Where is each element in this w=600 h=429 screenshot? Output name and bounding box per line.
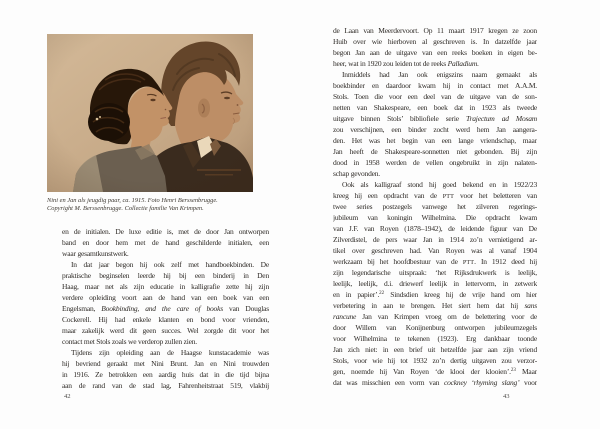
page-number-left: 42 xyxy=(64,393,71,400)
text-line: zou verschijnen, een binder zocht werd hem Jan aangera- xyxy=(333,125,537,134)
text-line: in 1916. Ze betrokken een aardig huis dat in die tijd bijna xyxy=(62,370,269,379)
text-line: voor Wilhelmina te tekenen (1923). Erg dankbaar toonde xyxy=(333,334,537,343)
text-line: zijn legendarische uitspraak: ‘het Rijksdrukwerk is leelijk, xyxy=(333,268,537,277)
text-line: rancune Jan van Krimpen vroeg om de belettering voor de xyxy=(333,312,537,321)
text-line: twee series postzegels vanwege het zilveren regerings- xyxy=(333,202,537,211)
text-line: Huib over wie hierboven al geschreven is. In datzelfde jaar xyxy=(333,37,537,46)
text-line: en in papier’.$^{22}$ Sindsdien kreeg hij de vrije hand om hier xyxy=(333,290,537,299)
text-line: waar gesamtkunstwerk. xyxy=(62,249,129,258)
text-line: werkzaam bij het hoofdbestuur van de PTT. In 1912 deed hij xyxy=(333,257,537,266)
text-line: Zilverdistel, de pers waar Jan in 1914 zo’n vernietigend ar- xyxy=(333,235,537,244)
right-page xyxy=(300,0,600,429)
text-line: boekbinder en daardoor kwam hij in contact met A.A.M. xyxy=(333,81,537,90)
text-line: leelijk, leelijk, d.i. driewerf leelijk in lettervorm, in zetwerk xyxy=(333,279,537,288)
text-line: Jan zich niet: in een brief uit hetzelfde jaar aan zijn vriend xyxy=(333,345,537,354)
text-line: dood in 1958 werden de vellen ongebruikt in zijn nalaten- xyxy=(333,158,537,167)
right-page-text xyxy=(333,25,537,388)
text-line: In dat jaar begon hij ook zelf met handboekbinden. De xyxy=(71,260,269,269)
text-line: Jan heeft de Shakespeare-sonnetten niet gebonden. Bij zijn xyxy=(333,147,537,156)
text-line: jubileum van koningin Wilhelmina. Die opdracht kwam xyxy=(333,213,537,222)
text-line: door Willem van Konijnenburg ontworpen jubileumzegels xyxy=(333,323,537,332)
text-line: den. Het was het begin van een lange vriendschap, maar xyxy=(333,136,537,145)
text-line: de Laan van Meerdervoort. Op 11 maart 1917 kregen ze zoon xyxy=(333,26,537,35)
text-line: Engelsman, Bookbinding, and the care of books van Douglas xyxy=(62,304,269,313)
photo-caption xyxy=(47,197,271,213)
text-line: Ook als kalligraaf stond hij goed bekend en in 1922/23 xyxy=(342,180,537,189)
text-line: Cockerell. Hij had enkele klanten en bond voor vrienden, xyxy=(62,315,269,324)
left-page-text xyxy=(62,226,269,391)
text-line: contact met Stols zoals we verderop zullen zien. xyxy=(62,337,197,346)
text-line: uitgave binnen Stols’ bibliofiele serie Trajectum ad Mosam xyxy=(333,114,537,123)
text-line: schap gevonden. xyxy=(333,169,380,178)
photo-vignette xyxy=(47,34,253,192)
portrait-photo-svg xyxy=(47,34,253,192)
text-line: hij bevriend geraakt met Nini Brunt. Jan en Nini trouwden xyxy=(62,359,269,368)
text-line: Haag, maar net als zijn educatie in kalligrafie zette hij zijn xyxy=(62,282,269,291)
text-line: heer, wat in 1920 zou leiden tot de reeks Palladium. xyxy=(333,59,479,68)
text-line: tikel over geschreven had. Van Royen was al vanaf 1904 xyxy=(333,246,537,255)
text-line: kreeg hij een opdracht van de PTT voor het beletteren van xyxy=(333,191,537,200)
photo-caption-line-1: Nini en Jan als jeugdig paar, ca. 1915. Foto Henri Berssenbrugge. xyxy=(47,197,218,204)
text-line: en de initialen. De luxe editie is, met de door Jan ontworpen xyxy=(62,227,269,236)
text-line: verbetering in aan te brengen. Het siert hem dat hij sans xyxy=(333,301,537,310)
text-line: band en door hem met de hand geschilderde initialen, een xyxy=(62,238,269,247)
text-line: gen, noemde hij Van Royen ‘de klooi der klooien’.$^{23}$ Maar xyxy=(333,367,537,376)
text-line: aan de rand van de stad lag, Fahrenheitstraat 519, vlakbij xyxy=(62,381,269,390)
text-line: van J.F. van Royen (1878–1942), de leidende figuur van De xyxy=(333,224,537,233)
text-line: Stols. Toen die voor een deel van de uitgave van de son- xyxy=(333,92,537,101)
text-line: netten van Shakespeare, een boek dat in 1923 als tweede xyxy=(333,103,537,112)
text-line: Inmiddels had Jan ook enigszins naam gemaakt als xyxy=(342,70,537,79)
text-line: Stols, voor wie hij tot 1932 zo’n dertig uitgaven zou verzor- xyxy=(333,356,537,365)
text-line: begon Jan aan de uitgave van een reeks boeken in eigen be- xyxy=(333,48,537,57)
text-line: praktische beginselen leerde hij bij een binderij in Den xyxy=(62,271,269,280)
page-number-right: 43 xyxy=(503,393,510,400)
text-line: maar zakelijk werd dit geen succes. Wel zorgde dit voor het xyxy=(62,326,269,335)
text-line: dat was misschien een vorm van cockney ‘rhyming slang’ voor xyxy=(333,378,537,387)
text-line: Tijdens zijn opleiding aan de Haagse kunstacademie was xyxy=(71,348,269,357)
text-line: verdere opleiding voort aan de hand van een boek van een xyxy=(62,293,269,302)
photo-caption-line-2: Copyright M. Berssenbrugge. Collectie familie Van Krimpen. xyxy=(47,205,204,212)
portrait-photo xyxy=(47,34,253,192)
